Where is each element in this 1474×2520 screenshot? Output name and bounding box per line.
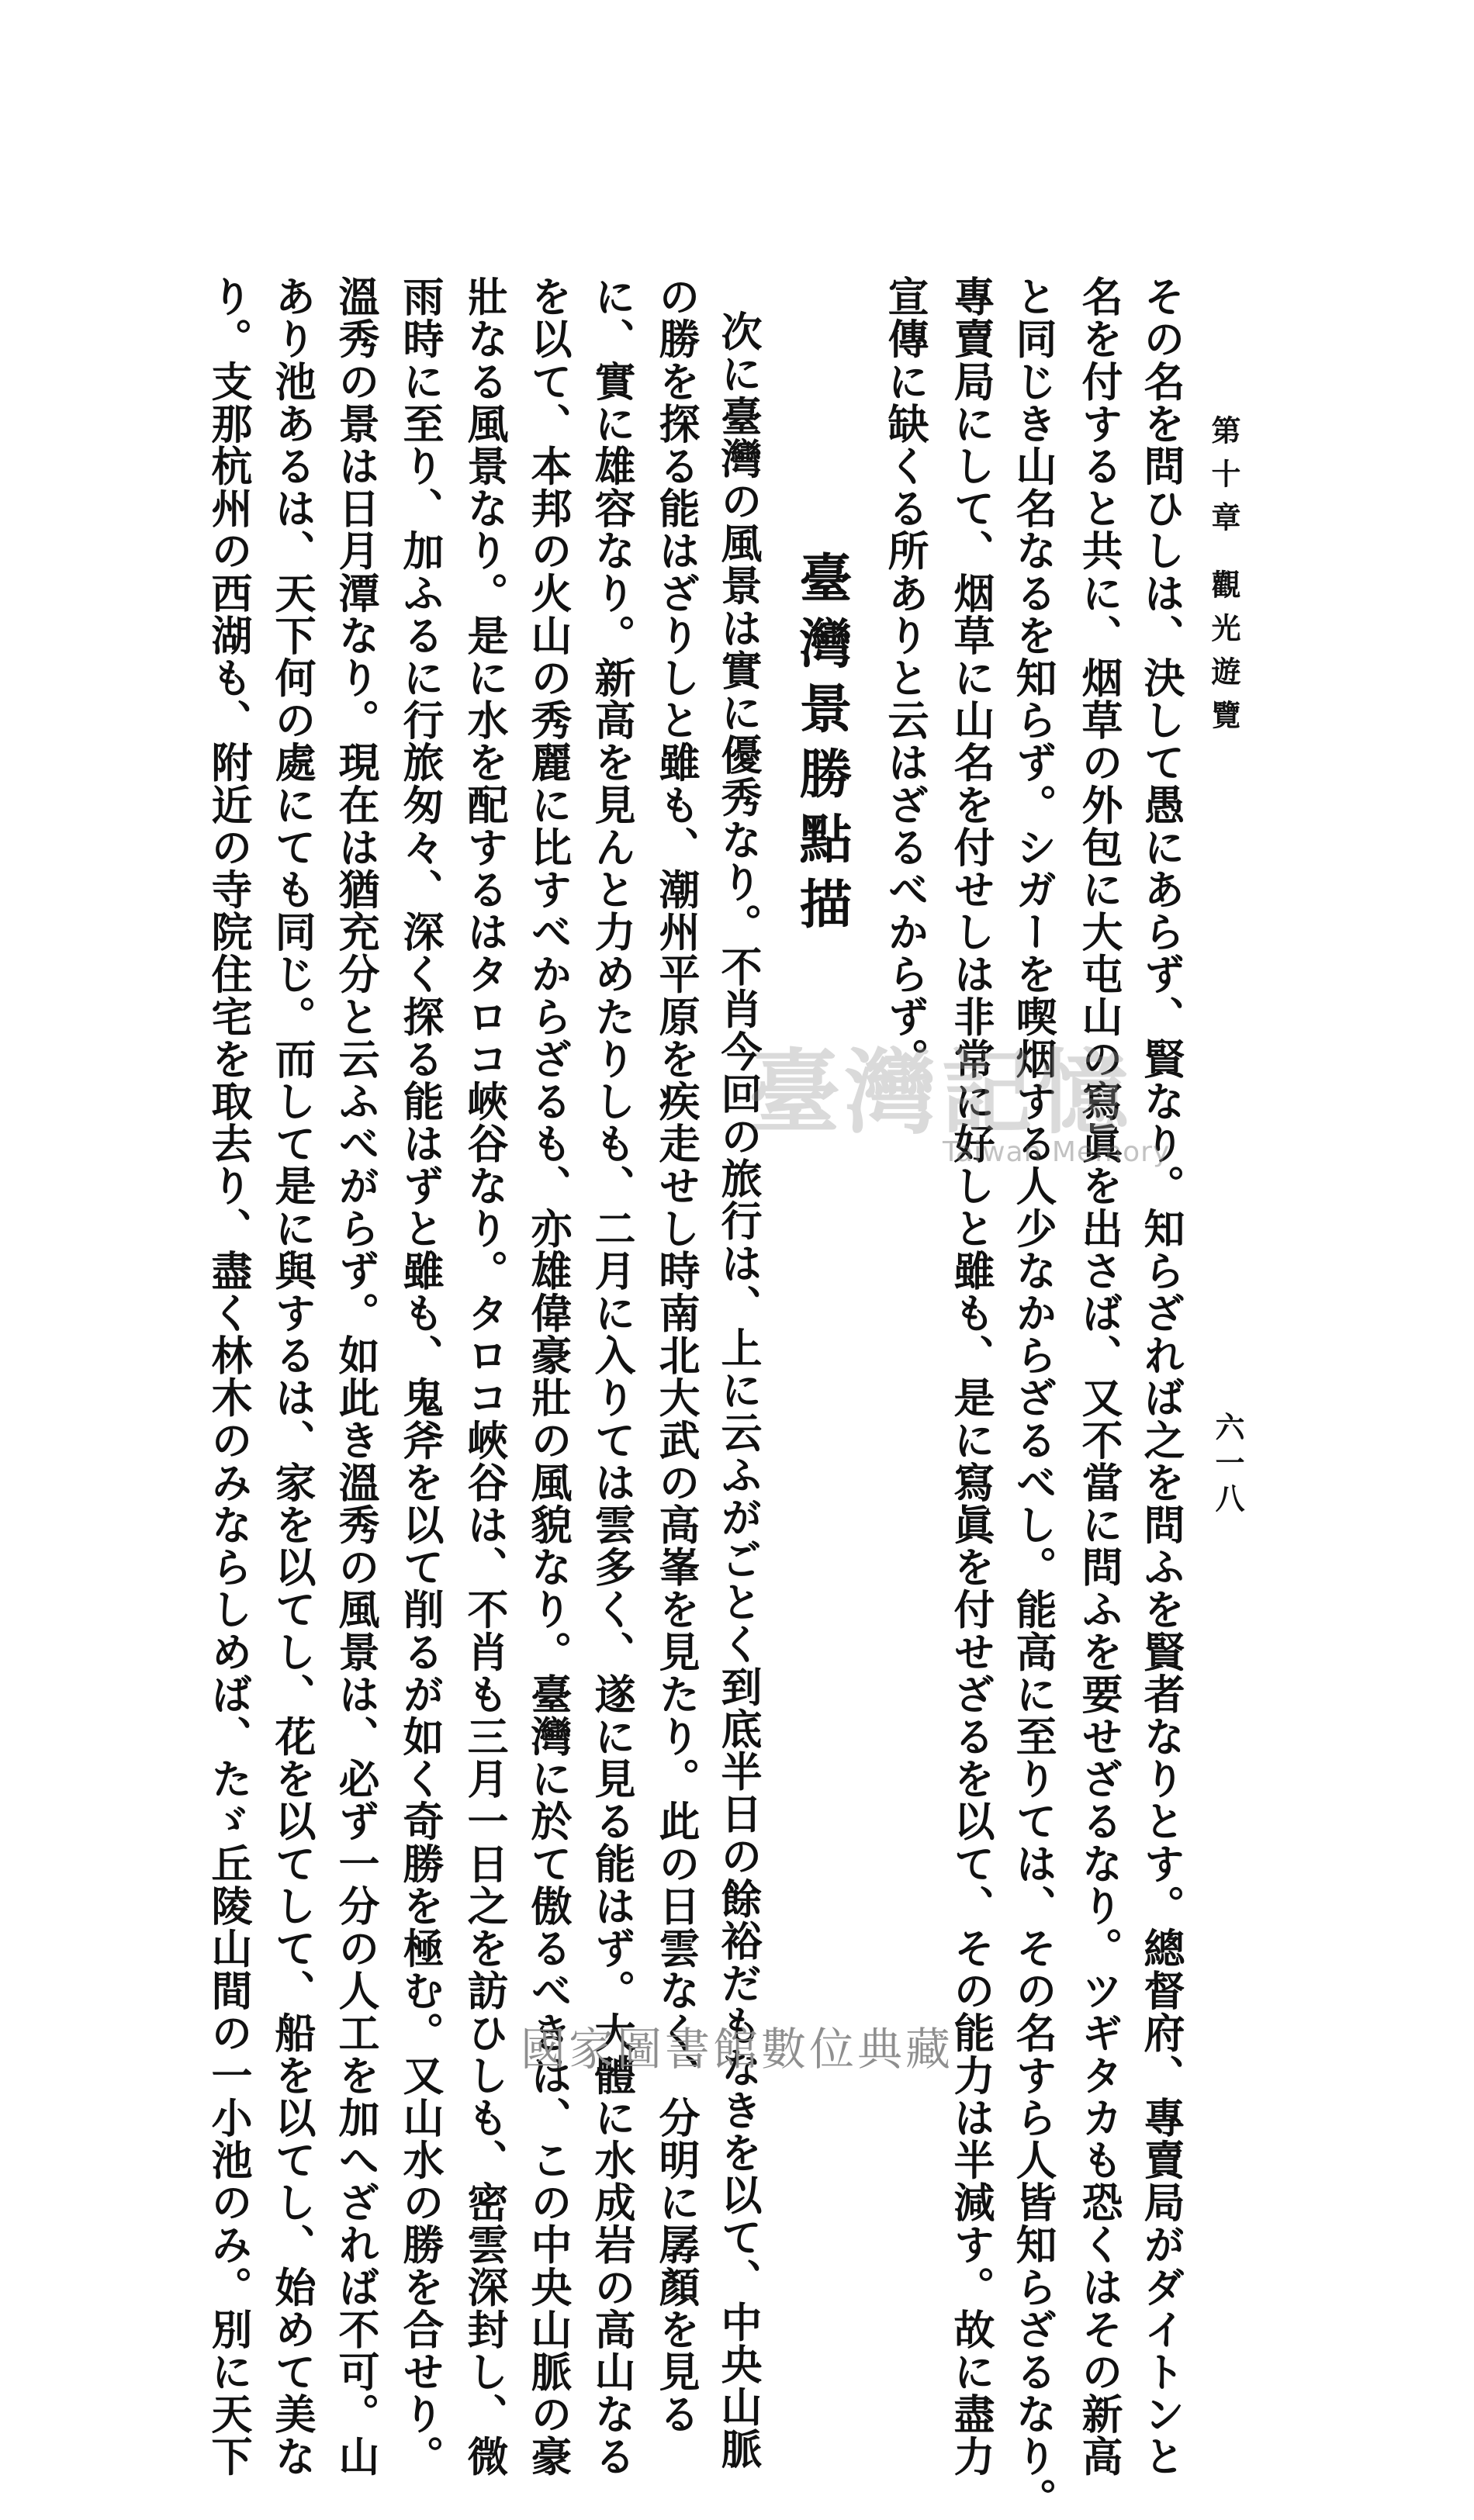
text-column: と同じき山名なるを知らず。シガーを喫烟する人少なからざるべし。能高に至りては、その名すら人皆知らざるなり。 bbox=[1009, 275, 1057, 2520]
section-title: 臺灣景勝點描 bbox=[791, 551, 853, 942]
text-column: 宣傳に缺くる所ありと云はざるべからず。 bbox=[881, 275, 929, 1080]
watermark-text: Taiwan Memory bbox=[943, 1136, 1171, 1168]
text-column: あり池あるは、天下何の處にても同じ。而して是に與するは、家を以てし、花を以てして、船を以てし、始めて美な bbox=[268, 275, 317, 2478]
text-column: り。支那杭州の西湖も、附近の寺院住宅を取去り、盡く林木のみならしめば、たゞ丘陵山間の一小池のみ。別に天下 bbox=[205, 275, 253, 2478]
text-column: 專賣局にして、烟草に山名を付せしは非常に好しと雖も、是に寫眞を付せざるを以て、その能力は半減す。故に盡力 bbox=[947, 275, 995, 2478]
text-column: 壯なる風景なり。是に水を配するはタロコ峽谷なり。タロコ峽谷は、不肖も三月一日之を訪ひしも、密雲深封し、微 bbox=[461, 275, 509, 2478]
page-number: 六一八 bbox=[1210, 1412, 1245, 1519]
text-column: その名を問ひしは、決して愚にあらず、賢なり。知らざれば之を問ふを賢者なりとす。總督府、專賣局がダイトンと bbox=[1137, 275, 1185, 2478]
text-column: 溫秀の景は日月潭なり。現在は猶充分と云ふべがらず。如此き溫秀の風景は、必ず一分の人工を加へざれば不可。山 bbox=[332, 275, 380, 2478]
text-column: に、實に雄容なり。新高を見んと力めたりしも、二月に入りては雲多く、遂に見る能はず。大體に水成岩の高山なる bbox=[588, 275, 636, 2478]
watermark-logo: 臺灣記憶 bbox=[749, 1039, 1134, 1146]
text-column: 次に臺灣の風景は實に優秀なり。不肖今回の旅行は、上に云ふがごとく到底半日の餘裕だもなきを以て、中央山脈 bbox=[715, 310, 763, 2470]
text-column: の勝を探る能はざりしと雖も、潮州平原を疾走せし時南北大武の高峯を見たり。此の日雲なく、分明に孱顏を見る bbox=[652, 275, 701, 2435]
text-column: 雨時に至り、加ふるに行旅匆々、深く探る能はずと雖も、鬼斧を以て削るが如く奇勝を極む。又山水の勝を合せり。 bbox=[396, 275, 445, 2478]
text-column: 名を付すると共に、烟草の外包に大屯山の寫眞を出さば、又不當に問ふを要せざるなり。ツギタカも恐くはその新高 bbox=[1075, 275, 1123, 2478]
footer-attribution: 國家圖書館數位典藏 bbox=[520, 2023, 953, 2076]
chapter-title: 第十章 觀光遊覽 bbox=[1206, 415, 1241, 744]
text-column: を以て、本邦の火山の秀麗に比すべからざるも、亦雄偉豪壯の風貌なり。臺灣に於て傲るべきは、この中央山脈の豪 bbox=[524, 275, 573, 2478]
